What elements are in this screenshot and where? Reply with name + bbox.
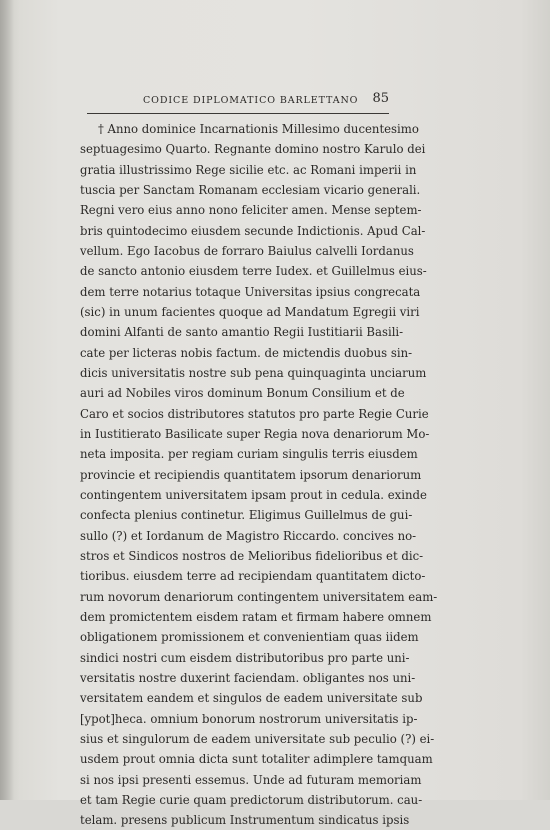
running-head-title: CODICE DIPLOMATICO BARLETTANO — [143, 95, 359, 106]
text-line: sindici nostri cum eisdem distributoribus pro parte uni- — [80, 650, 410, 665]
text-line: rum novorum denariorum contingentem universitatem eam- — [80, 589, 438, 604]
text-line: versitatis nostre duxerint faciendam. obligantes nos uni- — [80, 670, 416, 685]
text-line: dem terre notarius totaque Universitas ipsius congrecata — [80, 284, 421, 299]
text-line: dicis universitatis nostre sub pena quinquaginta unciarum — [80, 365, 427, 380]
text-line: septuagesimo Quarto. Regnante domino nostro Karulo dei — [80, 142, 426, 157]
gutter-shadow — [0, 0, 14, 800]
text-line: stros et Sindicos nostros de Melioribus fidelioribus et dic- — [80, 548, 424, 563]
text-line: bris quintodecimo eiusdem secunde Indictionis. Apud Cal- — [80, 223, 426, 238]
text-line: et tam Regie curie quam predictorum distributorum. cau- — [80, 792, 423, 807]
text-line: gratia illustrissimo Rege sicilie etc. ac Romani imperii in — [80, 162, 417, 177]
text-line: auri ad Nobiles viros dominum Bonum Consilium et de — [80, 386, 405, 401]
body-text — [80, 119, 438, 830]
text-line: versitatem eandem et singulos de eadem universitate sub — [80, 691, 423, 706]
text-line: usdem prout omnia dicta sunt totaliter adimplere tamquam — [80, 752, 433, 767]
text-line: Regni vero eius anno nono feliciter amen. Mense septem- — [80, 203, 422, 218]
text-line: sullo (?) et Iordanum de Magistro Riccardo. concives no- — [80, 528, 417, 543]
text-line: cate per licteras nobis factum. de mictendis duobus sin- — [80, 345, 413, 360]
text-line: vellum. Ego Iacobus de forraro Baiulus calvelli Iordanus — [80, 243, 414, 258]
running-head — [87, 91, 389, 113]
text-line: Caro et socios distributores statutos pro parte Regie Curie — [80, 406, 429, 421]
page-number: 85 — [372, 91, 389, 106]
text-line: † Anno dominice Incarnationis Millesimo ducentesimo — [98, 122, 419, 136]
text-line: [ypot]heca. omnium bonorum nostrorum universitatis ip- — [80, 711, 418, 726]
text-line: obligationem promissionem et convenientiam quas iidem — [80, 630, 419, 645]
text-line: contingentem universitatem ipsam prout in cedula. exinde — [80, 487, 427, 502]
text-line: tioribus. eiusdem terre ad recipiendam quantitatem dicto- — [80, 569, 426, 584]
text-line: neta imposita. per regiam curiam singulis terris eiusdem — [80, 447, 418, 462]
text-line: confecta plenius continetur. Eligimus Guillelmus de gui- — [80, 508, 413, 523]
text-line: domini Alfanti de santo amantio Regii Iustitiarii Basili- — [80, 325, 404, 340]
text-line: (sic) in unum facientes quoque ad Mandatum Egregii viri — [80, 304, 420, 319]
text-line: tuscia per Sanctam Romanam ecclesiam vicario generali. — [80, 182, 421, 197]
text-line: in Iustitierato Basilicate super Regia nova denariorum Mo- — [80, 426, 430, 441]
text-line: dem promictentem eisdem ratam et firmam habere omnem — [80, 609, 432, 624]
text-line: si nos ipsi presenti essemus. Unde ad futuram memoriam — [80, 772, 422, 787]
text-line: provincie et recipiendis quantitatem ipsorum denariorum — [80, 467, 422, 482]
text-line: de sancto antonio eiusdem terre Iudex. et Guillelmus eius- — [80, 264, 427, 279]
text-line: telam. presens publicum Instrumentum sindicatus ipsis — [80, 813, 410, 828]
header-rule — [87, 113, 389, 114]
text-line: sius et singulorum de eadem universitate sub peculio (?) ei- — [80, 731, 435, 746]
